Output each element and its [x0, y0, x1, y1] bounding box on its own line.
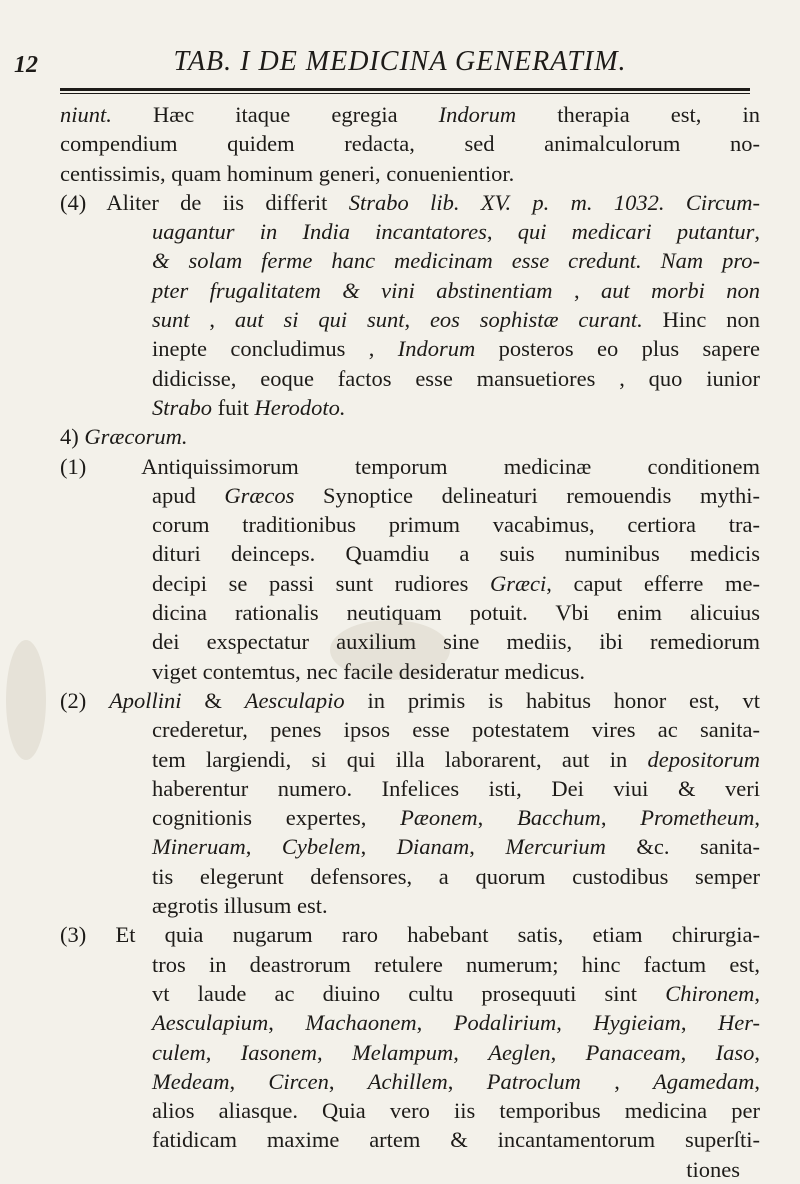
text-span: culem — [152, 1039, 206, 1065]
body-text — [60, 100, 760, 1184]
text-span: , — [453, 1039, 489, 1065]
text-span: , caput efferre me- — [546, 570, 760, 596]
text-span: , — [552, 277, 601, 303]
text-span: fuit — [212, 394, 255, 420]
text-span: tem largiendi, si qui illa laborarent, aut in — [152, 746, 648, 772]
text-span: depositorum — [647, 746, 760, 772]
text-span: Strabo lib. XV. p. m. 1032. — [348, 189, 665, 215]
text-line — [60, 1125, 760, 1154]
text-line — [60, 539, 760, 568]
text-span: , — [550, 1039, 586, 1065]
text-span: , — [754, 219, 760, 245]
text-span: Indorum — [397, 336, 476, 362]
text-span: compendium quidem redacta, sed animalculorum no- — [60, 131, 760, 157]
text-span: , — [477, 805, 518, 831]
text-line — [60, 481, 760, 510]
text-span: Aesculapium — [152, 1010, 269, 1036]
paper-stain — [6, 640, 46, 760]
text-span: , — [680, 1010, 718, 1036]
text-span: Circen — [268, 1068, 329, 1094]
text-span: Medeam — [152, 1068, 230, 1094]
text-span: dei exspectatur auxilium sine mediis, ibi remediorum — [152, 629, 760, 655]
text-span: , — [600, 805, 641, 831]
text-span: therapia est, in — [516, 102, 760, 127]
text-line — [60, 1038, 760, 1067]
text-line — [60, 715, 760, 744]
text-line — [60, 364, 760, 393]
text-line — [60, 803, 760, 832]
text-span: Hæc itaque egregia — [111, 102, 439, 127]
text-span: dicina rationalis neutiquam potuit. Vbi enim alicuius — [152, 600, 760, 626]
header-rule — [60, 88, 750, 91]
text-span: Pæonem — [400, 805, 478, 831]
text-span: inepte concludimus , — [152, 336, 398, 362]
text-span: ægrotis illusum est. — [152, 893, 328, 919]
text-span: & — [181, 687, 245, 713]
text-span: Agamedam — [653, 1068, 755, 1094]
text-span: alios aliasque. Quia vero iis temporibus medicina per — [152, 1098, 760, 1124]
text-line — [60, 422, 760, 451]
text-span: Aesculapio — [244, 687, 345, 713]
text-span: qui medicari putantur — [517, 219, 755, 245]
text-span: , — [328, 1068, 368, 1094]
text-span: , — [205, 1039, 241, 1065]
text-line — [60, 1008, 760, 1037]
text-span: apud — [152, 482, 225, 508]
text-line — [60, 217, 760, 246]
text-line — [60, 920, 760, 949]
text-span: eos sophistæ curant. — [429, 307, 643, 333]
text-span: Melampum — [351, 1039, 454, 1065]
text-span: , — [416, 1010, 454, 1036]
text-span: Podalirium — [453, 1010, 557, 1036]
text-span: (4) — [60, 189, 87, 215]
text-span: (3) — [60, 922, 87, 948]
text-span: aut morbi non — [600, 277, 760, 303]
text-span: Patroclum — [486, 1068, 581, 1094]
text-span: Synoptice delineaturi remouendis mythi- — [294, 482, 760, 508]
text-span: , — [229, 1068, 269, 1094]
text-span: didicisse, eoque factos esse mansuetiores , quo iunior — [152, 365, 760, 391]
text-line — [60, 510, 760, 539]
text-span: pter frugalitatem & vini abstinentiam — [152, 277, 553, 303]
text-line — [60, 891, 760, 920]
text-span: (2) — [60, 687, 87, 713]
text-span: Et quia nugarum raro habebant satis, etiam chirurgia- — [86, 922, 760, 948]
text-span: tis elegerunt defensores, a quorum custodibus semper — [152, 863, 760, 889]
text-span: Circum- — [685, 189, 760, 215]
text-span: Chironem — [665, 980, 755, 1006]
text-span: , — [316, 1039, 352, 1065]
header-rule-thin — [60, 93, 750, 94]
text-span: Aliter de iis differit — [86, 189, 349, 215]
text-span: 4) — [60, 424, 79, 450]
text-span: uagantur in India incantatores — [152, 219, 487, 245]
text-span: decipi se passi sunt rudiores — [152, 570, 491, 596]
text-span: , — [447, 1068, 487, 1094]
text-span: , — [680, 1039, 716, 1065]
text-span: viget contemtus, nec facile desideratur medicus. — [152, 658, 585, 684]
text-span: Cybelem — [281, 834, 361, 860]
text-span: , — [754, 1068, 760, 1094]
text-span: Her- — [717, 1010, 760, 1036]
text-span: , — [469, 834, 506, 860]
text-span: Mercurium — [505, 834, 606, 860]
text-span: Indorum — [438, 102, 517, 127]
text-span: fatidicam maxime artem & incantamentorum superſti- — [152, 1127, 760, 1153]
catchword — [60, 1155, 760, 1184]
text-span — [86, 688, 109, 713]
text-line — [60, 1096, 760, 1125]
text-span: vt laude ac diuino cultu prosequuti sint — [152, 980, 666, 1006]
text-span: , — [404, 307, 430, 333]
text-span: in primis is habitus honor est, vt — [344, 687, 760, 713]
text-span: tiones — [686, 1156, 740, 1182]
text-line — [60, 774, 760, 803]
text-line — [60, 950, 760, 979]
running-head: TAB. I DE MEDICINA GENERATIM. — [173, 46, 627, 77]
text-span: Panaceam — [585, 1039, 681, 1065]
text-line — [60, 276, 760, 305]
text-span: , — [556, 1010, 594, 1036]
page-number: 12 — [14, 52, 38, 78]
text-line — [60, 1067, 760, 1096]
text-line — [60, 188, 760, 217]
text-span: Machaonem — [305, 1010, 417, 1036]
text-span: Græci — [490, 570, 547, 596]
text-line — [60, 393, 760, 422]
text-span: Bacchum — [517, 805, 601, 831]
text-span: Hygieiam — [593, 1010, 681, 1036]
text-span: , — [189, 307, 235, 333]
text-span: Iaso — [715, 1039, 755, 1065]
text-span: posteros eo plus sapere — [475, 336, 760, 362]
text-span: Antiquissimorum temporum medicinæ conditionem — [86, 453, 760, 479]
text-span: , — [754, 805, 760, 831]
text-span: , — [486, 219, 518, 245]
text-line — [60, 832, 760, 861]
text-span: , — [245, 834, 282, 860]
text-span: Strabo — [152, 394, 213, 420]
text-span: tros in deastrorum retulere numerum; hinc factum est, — [152, 951, 760, 977]
text-span: , — [754, 980, 760, 1006]
text-span: Prometheum — [640, 805, 755, 831]
text-line — [60, 129, 760, 158]
text-span: Græcorum. — [78, 424, 188, 450]
text-span: , — [754, 1039, 760, 1065]
text-span: haberentur numero. Infelices isti, Dei viui & veri — [152, 775, 760, 801]
text-span — [664, 190, 685, 215]
text-span: , — [360, 834, 397, 860]
text-line — [60, 452, 760, 481]
text-span: Achillem — [367, 1068, 448, 1094]
text-span: Dianam — [396, 834, 470, 860]
text-line — [60, 100, 760, 129]
text-span: &c. sanita- — [605, 834, 760, 860]
text-span: & solam ferme hanc medicinam esse credunt. Nam pro- — [152, 248, 760, 274]
text-span: dituri deinceps. Quamdiu a suis numinibus medicis — [152, 541, 760, 567]
text-span: Iasonem — [240, 1039, 317, 1065]
text-line — [60, 686, 760, 715]
text-line — [60, 657, 760, 686]
text-span: aut si qui sunt — [234, 307, 405, 333]
text-line — [60, 305, 760, 334]
text-line — [60, 159, 760, 188]
text-span: centissimis, quam hominum generi, conuenientior. — [60, 160, 515, 186]
text-span: crederetur, penes ipsos esse potestatem vires ac sanita- — [152, 717, 760, 743]
text-span: , — [268, 1010, 306, 1036]
text-span: Aeglen — [488, 1039, 551, 1065]
text-line — [60, 569, 760, 598]
text-line — [60, 979, 760, 1008]
text-line — [60, 334, 760, 363]
text-span: niunt. — [60, 102, 112, 127]
text-line — [60, 627, 760, 656]
text-span: Hinc non — [642, 307, 760, 333]
text-span: Apollini — [109, 687, 182, 713]
text-line — [60, 745, 760, 774]
text-span: (1) — [60, 453, 87, 479]
text-line — [60, 246, 760, 275]
text-span: cognitionis expertes, — [152, 805, 401, 831]
text-span: corum traditionibus primum vacabimus, certiora tra- — [152, 512, 760, 538]
text-span: Græcos — [224, 482, 295, 508]
text-span: Herodoto. — [254, 394, 346, 420]
text-line — [60, 862, 760, 891]
text-span: Mineruam — [152, 834, 246, 860]
text-line — [60, 598, 760, 627]
text-span: , — [580, 1068, 654, 1094]
text-span: sunt — [152, 307, 190, 333]
